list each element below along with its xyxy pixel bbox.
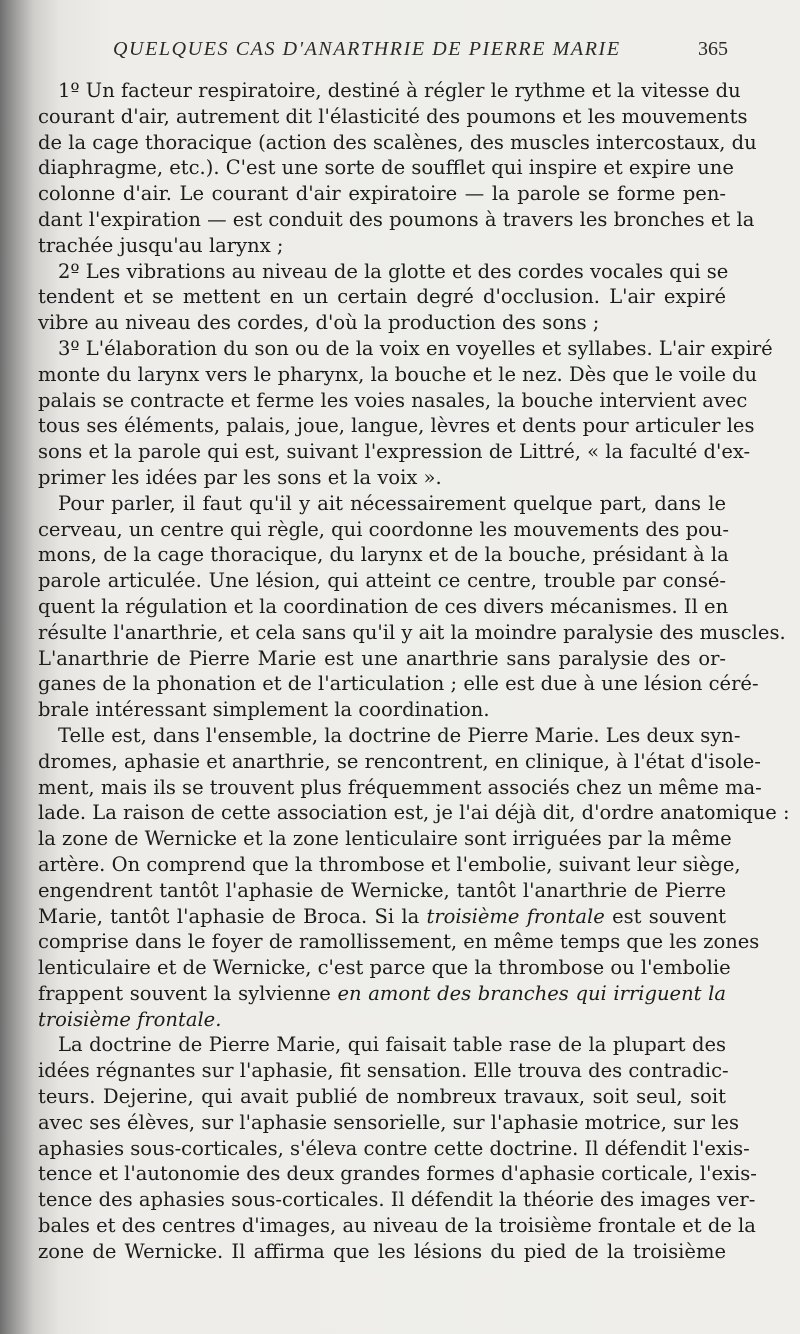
text-line: brale intéressant simplement la coordination. (38, 698, 490, 722)
italic-line: troisième frontale. (38, 1007, 222, 1031)
text-line: ment, mais ils se trouvent plus fréquemment associés chez un même ma- (38, 775, 762, 799)
text-line: Telle est, dans l'ensemble, la doctrine de Pierre Marie. Les deux syn- (58, 723, 741, 747)
text-line: teurs. Dejerine, qui avait publié de nombreux travaux, soit seul, soit (38, 1085, 726, 1109)
page-number: 365 (698, 38, 728, 60)
text-line: dromes, aphasie et anarthrie, se rencontrent, en clinique, à l'état d'isole- (38, 749, 761, 773)
italic-fragment: troisième frontale (426, 904, 605, 928)
text-line: diaphragme, etc.). C'est une sorte de soufflet qui inspire et expire une (38, 156, 734, 180)
text-line: mons, de la cage thoracique, du larynx et de la bouche, présidant à la (38, 543, 729, 567)
text-line: cerveau, un centre qui règle, qui coordonne les mouvements des pou- (38, 517, 729, 541)
text-line: tence et l'autonomie des deux grandes formes d'aphasie corticale, l'exis- (38, 1162, 757, 1186)
text-line: engendrent tantôt l'aphasie de Wernicke, tantôt l'anarthrie de Pierre (38, 878, 726, 902)
text-line: Pour parler, il faut qu'il y ait nécessairement quelque part, dans le (58, 491, 726, 515)
text-fragment: est souvent (604, 904, 726, 928)
text-line: 3º L'élaboration du son ou de la voix en voyelles et syllabes. L'air expiré (58, 336, 773, 360)
text-line: primer les idées par les sons et la voix ». (38, 465, 442, 489)
text-line: palais se contracte et ferme les voies nasales, la bouche intervient avec (38, 388, 748, 412)
text-line: tous ses éléments, palais, joue, langue, lèvres et dents pour articuler les (38, 414, 755, 438)
text-line: tendent et se mettent en un certain degré d'occlusion. L'air expiré (38, 285, 726, 309)
text-line: ganes de la phonation et de l'articulation ; elle est due à une lésion céré- (38, 672, 759, 696)
text-line: L'anarthrie de Pierre Marie est une anarthrie sans paralysie des or- (38, 646, 726, 670)
running-title: QUELQUES CAS D'ANARTHRIE DE PIERRE MARIE (113, 38, 621, 60)
italic-fragment: en amont des branches qui irriguent la (337, 981, 726, 1005)
text-line: idées régnantes sur l'aphasie, fit sensation. Elle trouva des contradic- (38, 1059, 729, 1083)
text-line: artère. On comprend que la thrombose et l'embolie, suivant leur siège, (38, 852, 741, 876)
text-line: zone de Wernicke. Il affirma que les lésions du pied de la troisième (38, 1239, 726, 1263)
text-line: colonne d'air. Le courant d'air expiratoire — la parole se forme pen- (38, 182, 726, 206)
text-line: 2º Les vibrations au niveau de la glotte et des cordes vocales qui se (58, 259, 729, 283)
text-line: parole articulée. Une lésion, qui atteint ce centre, trouble par consé- (38, 569, 726, 593)
text-line: La doctrine de Pierre Marie, qui faisait table rase de la plupart des (58, 1033, 726, 1057)
text-line: courant d'air, autrement dit l'élasticité des poumons et les mouvements (38, 104, 748, 128)
text-line: lade. La raison de cette association est, je l'ai déjà dit, d'ordre anatomique : (38, 801, 790, 825)
text-line: quent la régulation et la coordination de ces divers mécanismes. Il en (38, 594, 729, 618)
text-line: sons et la parole qui est, suivant l'expression de Littré, « la faculté d'ex- (38, 440, 751, 464)
text-line: la zone de Wernicke et la zone lenticulaire sont irriguées par la même (38, 827, 732, 851)
text-line: trachée jusqu'au larynx ; (38, 233, 284, 257)
text-line-with-italic (0, 981, 800, 1007)
text-line: 1º Un facteur respiratoire, destiné à régler le rythme et la vitesse du (58, 79, 741, 102)
text-line: bales et des centres d'images, au niveau de la troisième frontale et de la (38, 1214, 756, 1238)
text-line: tence des aphasies sous-corticales. Il défendit la théorie des images ver- (38, 1188, 756, 1212)
text-line: résulte l'anarthrie, et cela sans qu'il y ait la moindre paralysie des muscles. (38, 620, 786, 644)
text-fragment: frappent souvent la sylvienne (38, 981, 338, 1005)
page-header (0, 34, 800, 64)
text-line: aphasies sous-corticales, s'éleva contre cette doctrine. Il défendit l'exis- (38, 1136, 750, 1160)
body-text (0, 78, 800, 1265)
text-line: avec ses élèves, sur l'aphasie sensorielle, sur l'aphasie motrice, sur les (38, 1110, 739, 1134)
text-line: vibre au niveau des cordes, d'où la production des sons ; (38, 311, 600, 335)
text-line: dant l'expiration — est conduit des poumons à travers les bronches et la (38, 207, 755, 231)
text-line: lenticulaire et de Wernicke, c'est parce que la thrombose ou l'embolie (38, 956, 731, 980)
text-line: monte du larynx vers le pharynx, la bouche et le nez. Dès que le voile du (38, 362, 758, 386)
text-line: de la cage thoracique (action des scalènes, des muscles intercostaux, du (38, 130, 757, 154)
text-line: comprise dans le foyer de ramollissement, en même temps que les zones (38, 930, 760, 954)
text-fragment: Marie, tantôt l'aphasie de Broca. Si la (38, 904, 427, 928)
text-line-with-italic (0, 904, 800, 930)
